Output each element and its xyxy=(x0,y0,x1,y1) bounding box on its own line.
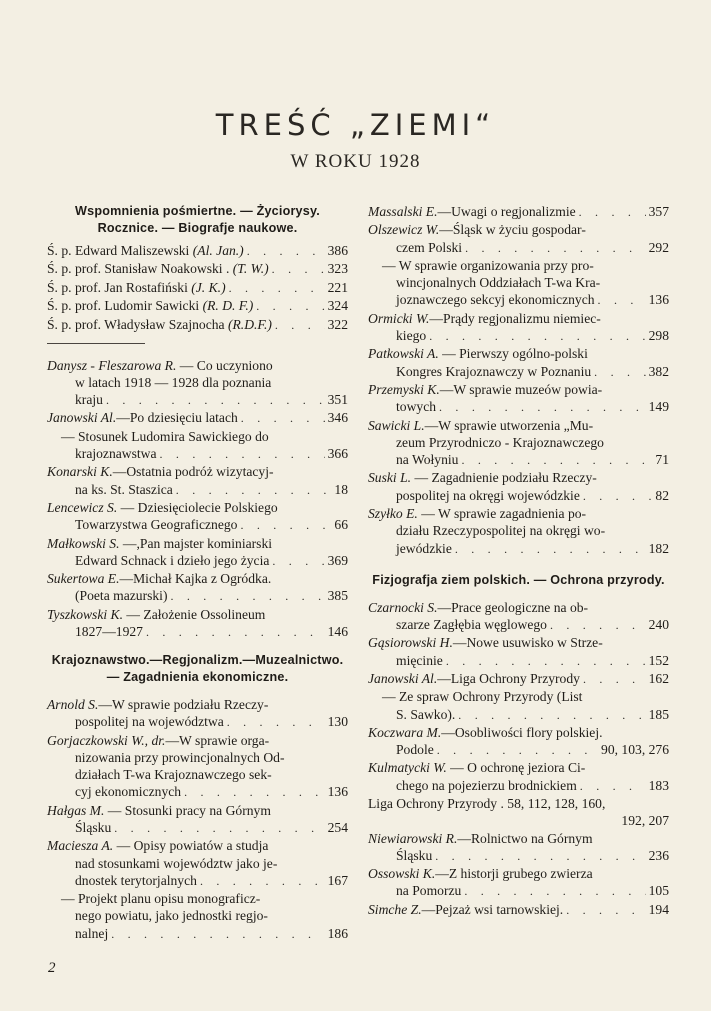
section-header-obituaries: Wspomnienia pośmiertne. — Życiorysy. Rocznice. — Biografje naukowe. xyxy=(75,204,320,235)
page-ref: 236 xyxy=(648,847,669,863)
page-ref: 82 xyxy=(655,487,669,503)
obituary-entry: Ś. p. prof. Władysław Szajnocha (R.D.F.) . . . 322 xyxy=(47,316,348,335)
leader-dots xyxy=(583,671,646,688)
toc-entry: Olszewicz W.—Śląsk w życiu gospodar- czem Polski . . . 292 xyxy=(368,221,669,257)
page-ref: 149 xyxy=(648,399,669,415)
leader-dots xyxy=(439,399,646,416)
leader-dots xyxy=(146,624,325,641)
left-column xyxy=(47,203,348,943)
page-ref: 152 xyxy=(648,652,669,668)
toc-entry: Sawicki L.—W sprawie utworzenia „Mu- zeum Przyrodniczo - Krajoznawczego na Wołyniu . . . 71 xyxy=(368,417,669,470)
toc-entry: Janowski Al.—Liga Ochrony Przyrody . . . 162 xyxy=(368,670,669,688)
page-ref: 167 xyxy=(327,872,348,888)
leader-dots xyxy=(240,517,331,534)
page-ref: 382 xyxy=(648,363,669,379)
leader-dots xyxy=(106,392,325,409)
page-ref: 322 xyxy=(327,316,348,332)
toc-entry: Patkowski A. — Pierwszy ogólno-polski Kongres Krajoznawczy w Poznaniu . . . 382 xyxy=(368,345,669,381)
leader-dots xyxy=(272,553,324,570)
toc-entry: Gąsiorowski H.—Nowe usuwisko w Strze- mięcinie . . . 152 xyxy=(368,634,669,670)
leader-dots xyxy=(111,926,324,943)
leader-dots xyxy=(550,617,646,634)
page-ref: 183 xyxy=(648,777,669,793)
page-ref: 105 xyxy=(648,883,669,899)
section-divider xyxy=(47,343,145,344)
page-ref: 357 xyxy=(648,204,669,219)
page-ref: 66 xyxy=(334,517,348,533)
toc-entry: Lencewicz S. — Dziesięciolecie Polskiego Towarzystwa Geograficznego . . . 66 xyxy=(47,499,348,535)
leader-dots xyxy=(229,279,325,298)
leader-dots xyxy=(429,328,645,345)
page-ref: 136 xyxy=(327,784,348,800)
toc-entry: Małkowski S. —,Pan majster kominiarski Edward Schnack i dzieło jego życia . . . 369 xyxy=(47,535,348,571)
leader-dots xyxy=(583,488,653,505)
leader-dots xyxy=(455,541,646,558)
toc-entry: Simche Z.—Pejzaż wsi tarnowskiej. . . . 194 xyxy=(368,901,669,919)
toc-entry: Czarnocki S.—Prace geologiczne na ob- szarze Zagłębia węglowego . . . 240 xyxy=(368,599,669,635)
page-ref: 185 xyxy=(648,706,669,722)
leader-dots xyxy=(598,292,646,309)
leader-dots xyxy=(256,297,324,316)
toc-entry: Gorjaczkowski W., dr.—W sprawie orga- nizowania przy prowincjonalnych Od- działach T-wa Krajoznawczego sek- cyj ekonomicznych . . . 136 xyxy=(47,732,348,802)
page-ref: 71 xyxy=(655,452,669,468)
page-ref: 194 xyxy=(648,901,669,917)
page-ref: 146 xyxy=(327,624,348,640)
obituary-entry: Ś. p. prof. Stanisław Noakowski . (T. W.) . . . 323 xyxy=(47,260,348,279)
toc-entry: Ormicki W.—Prądy regjonalizmu niemiec- kiego . . . 298 xyxy=(368,310,669,346)
page-ref: 292 xyxy=(648,239,669,255)
toc-entry: Massalski E.—Uwagi o regjonalizmie . . . 357 xyxy=(368,203,669,221)
page-ref: 386 xyxy=(327,242,348,258)
leader-dots xyxy=(594,364,645,381)
leader-dots xyxy=(465,240,646,257)
leader-dots xyxy=(184,784,325,801)
leader-dots xyxy=(114,820,324,837)
section-header-physiography: Fizjografja ziem polskich. — Ochrona przyrody. xyxy=(372,572,665,587)
toc-entry: Danysz - Fleszarowa R. — Co uczyniono w latach 1918 — 1928 dla poznania kraju . . . 351 xyxy=(47,357,348,410)
leader-dots xyxy=(464,883,645,900)
right-column xyxy=(368,203,669,919)
leader-dots xyxy=(160,446,325,463)
section-header-regionalism: Krajoznawstwo.—Regjonalizm.—Muzealnictwo. — Zagadnienia ekonomiczne. xyxy=(51,653,344,685)
page-ref: 221 xyxy=(327,279,348,295)
leader-dots xyxy=(170,588,324,605)
page-ref: 323 xyxy=(327,261,348,277)
leader-dots xyxy=(227,714,325,731)
toc-entry: Konarski K.—Ostatnia podróż wizytacyj- na ks. St. Staszica . . . 18 xyxy=(47,463,348,499)
leader-dots xyxy=(579,204,646,221)
toc-entry: — Ze spraw Ochrony Przyrody (List S. Sawko). . . . 185 xyxy=(368,688,669,724)
toc-entry: Kulmatycki W. — O ochronę jeziora Ci- chego na pojezierzu brodnickiem . . . 183 xyxy=(368,759,669,795)
page-ref: 136 xyxy=(648,292,669,308)
toc-entry: Arnold S.—W sprawie podziału Rzeczy- pospolitej na województwa . . . 130 xyxy=(47,696,348,732)
page-ref: 385 xyxy=(327,588,348,604)
leader-dots xyxy=(176,482,332,499)
page-ref: 162 xyxy=(648,670,669,686)
page-ref: 324 xyxy=(327,298,348,314)
page-ref: 182 xyxy=(648,540,669,556)
toc-entry: Tyszkowski K. — Założenie Ossolineum 1827—1927 . . . 146 xyxy=(47,606,348,642)
page-ref: 130 xyxy=(327,714,348,730)
page-ref: 90, 103, 276 xyxy=(601,742,669,758)
page-number: 2 xyxy=(48,960,56,976)
leader-dots xyxy=(272,260,325,279)
obituary-list xyxy=(47,242,348,335)
page-ref: 298 xyxy=(648,328,669,344)
toc-entry: Maciesza A. — Opisy powiatów a studja nad stosunkami województw jako je- dnostek terytorjalnych . . . 167 xyxy=(47,837,348,890)
toc-entry: Sukertowa E.—Michał Kajka z Ogródka. (Poeta mazurski) . . . 385 xyxy=(47,570,348,606)
toc-entry: Koczwara M.—Osobliwości flory polskiej. Podole . . . 90, 103, 276 xyxy=(368,724,669,760)
leader-dots xyxy=(241,410,325,427)
leader-dots xyxy=(247,242,325,261)
obituary-entry: Ś. p. Edward Maliszewski (Al. Jan.) . . . 386 xyxy=(47,242,348,261)
toc-entry: Szyłko E. — W sprawie zagadnienia po- działu Rzeczypospolitej na okręgi wo- jewódzkie . . . 182 xyxy=(368,505,669,558)
leader-dots xyxy=(580,778,646,795)
toc-entry: Liga Ochrony Przyrody . 58, 112, 128, 160, 192, 207 xyxy=(368,796,669,829)
toc-entry: — W sprawie organizowania przy pro- wincjonalnych Oddziałach T-wa Kra- joznawczego sekcyj ekonomicznych . . . 136 xyxy=(368,257,669,310)
toc-entry: Janowski Al.—Po dziesięciu latach . . . 346 xyxy=(47,409,348,427)
toc-entry: Hałgas M. — Stosunki pracy na Górnym Śląsku . . . 254 xyxy=(47,802,348,838)
leader-dots xyxy=(458,707,645,724)
toc-entry: Przemyski K.—W sprawie muzeów powia- towych . . . 149 xyxy=(368,381,669,417)
leader-dots xyxy=(435,848,645,865)
page-subtitle: W ROKU 1928 xyxy=(290,151,421,172)
obituary-entry: Ś. p. prof. Ludomir Sawicki (R. D. F.) . . . 324 xyxy=(47,297,348,316)
leader-dots xyxy=(446,653,646,670)
obituary-entry: Ś. p. prof. Jan Rostafiński (J. K.) . . . 221 xyxy=(47,279,348,298)
page-ref: 366 xyxy=(327,446,348,462)
leader-dots xyxy=(566,902,645,919)
page-ref: 254 xyxy=(327,819,348,835)
toc-entry: Ossowski K.—Z historji grubego zwierza na Pomorzu . . . 105 xyxy=(368,865,669,901)
toc-entry: Niewiarowski R.—Rolnictwo na Górnym Śląsku . . . 236 xyxy=(368,830,669,866)
page-ref: 186 xyxy=(327,925,348,941)
toc-entry: Suski L. — Zagadnienie podziału Rzeczy- pospolitej na okręgi wojewódzkie . . . 82 xyxy=(368,469,669,505)
page-ref: 240 xyxy=(648,617,669,633)
leader-dots xyxy=(437,742,598,759)
leader-dots xyxy=(275,316,325,335)
page-ref: 351 xyxy=(327,392,348,408)
leader-dots xyxy=(461,452,652,469)
leader-dots xyxy=(200,873,325,890)
page-title: TREŚĆ „ZIEMI“ xyxy=(215,108,496,142)
toc-entry: — Stosunek Ludomira Sawickiego do krajoznawstwa . . . 366 xyxy=(47,428,348,464)
page-ref: 346 xyxy=(327,410,348,426)
page-ref: 18 xyxy=(334,481,348,497)
toc-entry: — Projekt planu opisu monograficz- nego powiatu, jako jednostki regjo- nalnej . . . 186 xyxy=(47,890,348,943)
page-ref: 369 xyxy=(327,552,348,568)
